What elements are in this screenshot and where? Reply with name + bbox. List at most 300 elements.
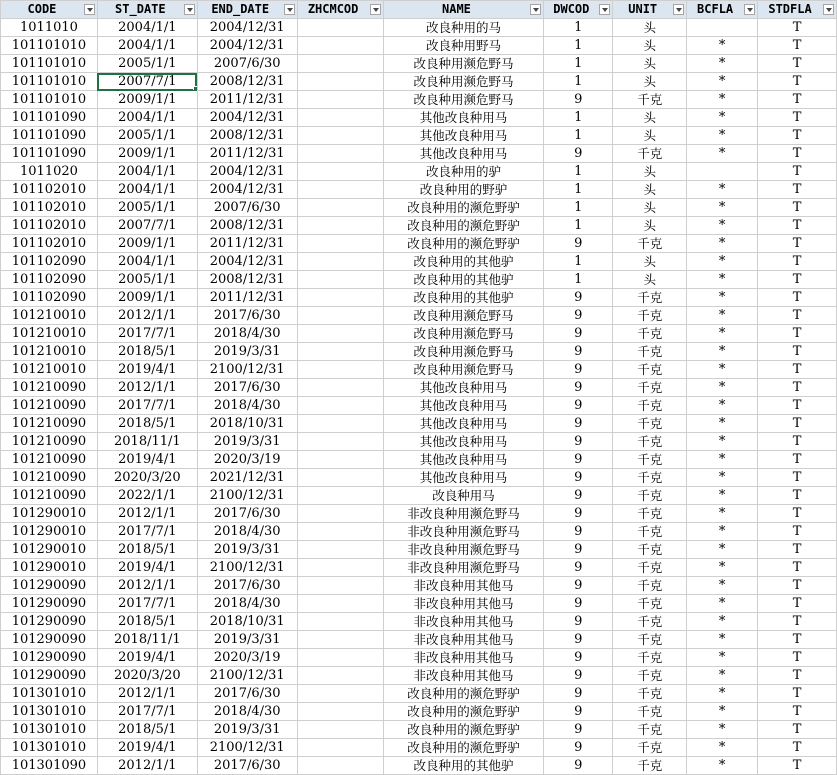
cell-end-date[interactable]: 2004/12/31 [197,37,297,55]
cell-bcfla[interactable]: * [687,541,758,559]
cell-zhcmcod[interactable] [297,469,383,487]
cell-st-date[interactable]: 2005/1/1 [97,127,197,145]
cell-dwcod[interactable]: 9 [544,541,613,559]
cell-code[interactable]: 101210010 [1,343,98,361]
cell-end-date[interactable]: 2007/6/30 [197,199,297,217]
cell-dwcod[interactable]: 1 [544,271,613,289]
cell-bcfla[interactable]: * [687,361,758,379]
cell-unit[interactable]: 千克 [613,415,687,433]
cell-st-date[interactable]: 2018/5/1 [97,721,197,739]
cell-zhcmcod[interactable] [297,451,383,469]
cell-code[interactable]: 101290010 [1,559,98,577]
cell-bcfla[interactable]: * [687,379,758,397]
cell-dwcod[interactable]: 9 [544,649,613,667]
cell-unit[interactable]: 千克 [613,451,687,469]
cell-bcfla[interactable]: * [687,307,758,325]
cell-name[interactable]: 其他改良种用马 [383,433,544,451]
cell-st-date[interactable]: 2019/4/1 [97,739,197,757]
cell-name[interactable]: 改良种用的驴 [383,163,544,181]
cell-name[interactable]: 改良种用濒危野马 [383,55,544,73]
cell-st-date[interactable]: 2018/5/1 [97,343,197,361]
cell-zhcmcod[interactable] [297,613,383,631]
cell-end-date[interactable]: 2018/4/30 [197,325,297,343]
cell-stdfla[interactable]: T [758,55,837,73]
cell-code[interactable]: 101210010 [1,325,98,343]
cell-name[interactable]: 非改良种用其他马 [383,613,544,631]
cell-dwcod[interactable]: 1 [544,37,613,55]
cell-code[interactable]: 101210010 [1,361,98,379]
cell-code[interactable]: 1011020 [1,163,98,181]
filter-dropdown-icon[interactable] [284,4,295,15]
cell-stdfla[interactable]: T [758,253,837,271]
cell-code[interactable]: 101210090 [1,469,98,487]
cell-code[interactable]: 101101010 [1,37,98,55]
cell-unit[interactable]: 千克 [613,649,687,667]
cell-dwcod[interactable]: 9 [544,145,613,163]
cell-code[interactable]: 101290090 [1,595,98,613]
cell-bcfla[interactable]: * [687,145,758,163]
cell-bcfla[interactable]: * [687,253,758,271]
cell-unit[interactable]: 头 [613,217,687,235]
cell-zhcmcod[interactable] [297,181,383,199]
cell-name[interactable]: 改良种用的濒危野驴 [383,685,544,703]
cell-dwcod[interactable]: 9 [544,397,613,415]
cell-unit[interactable]: 千克 [613,721,687,739]
cell-stdfla[interactable]: T [758,739,837,757]
cell-unit[interactable]: 千克 [613,703,687,721]
cell-unit[interactable]: 千克 [613,595,687,613]
cell-bcfla[interactable]: * [687,757,758,775]
cell-zhcmcod[interactable] [297,289,383,307]
cell-name[interactable]: 改良种用濒危野马 [383,307,544,325]
cell-st-date[interactable]: 2017/7/1 [97,523,197,541]
cell-st-date[interactable]: 2012/1/1 [97,577,197,595]
cell-st-date[interactable]: 2018/11/1 [97,631,197,649]
cell-name[interactable]: 改良种用的濒危野驴 [383,199,544,217]
cell-dwcod[interactable]: 9 [544,469,613,487]
cell-zhcmcod[interactable] [297,415,383,433]
cell-zhcmcod[interactable] [297,739,383,757]
cell-dwcod[interactable]: 9 [544,325,613,343]
cell-name[interactable]: 非改良种用其他马 [383,649,544,667]
cell-zhcmcod[interactable] [297,523,383,541]
cell-zhcmcod[interactable] [297,559,383,577]
cell-stdfla[interactable]: T [758,595,837,613]
cell-st-date[interactable]: 2022/1/1 [97,487,197,505]
cell-dwcod[interactable]: 1 [544,19,613,37]
filter-dropdown-icon[interactable] [599,4,610,15]
cell-unit[interactable]: 千克 [613,145,687,163]
cell-name[interactable]: 其他改良种用马 [383,469,544,487]
cell-stdfla[interactable]: T [758,451,837,469]
selected-cell[interactable]: 2007/7/1 [97,73,197,91]
cell-zhcmcod[interactable] [297,703,383,721]
cell-code[interactable]: 101210090 [1,451,98,469]
filter-dropdown-icon[interactable] [823,4,834,15]
cell-st-date[interactable]: 2012/1/1 [97,757,197,775]
cell-unit[interactable]: 头 [613,73,687,91]
cell-stdfla[interactable]: T [758,631,837,649]
cell-zhcmcod[interactable] [297,37,383,55]
cell-st-date[interactable]: 2004/1/1 [97,109,197,127]
cell-end-date[interactable]: 2020/3/19 [197,649,297,667]
cell-end-date[interactable]: 2020/3/19 [197,451,297,469]
cell-code[interactable]: 101101090 [1,145,98,163]
cell-stdfla[interactable]: T [758,361,837,379]
column-header-st-date[interactable]: ST_DATE [97,1,197,19]
cell-dwcod[interactable]: 9 [544,667,613,685]
cell-end-date[interactable]: 2004/12/31 [197,253,297,271]
cell-bcfla[interactable]: * [687,631,758,649]
cell-name[interactable]: 改良种用的其他驴 [383,757,544,775]
cell-dwcod[interactable]: 1 [544,217,613,235]
cell-zhcmcod[interactable] [297,19,383,37]
cell-end-date[interactable]: 2018/4/30 [197,523,297,541]
cell-st-date[interactable]: 2017/7/1 [97,595,197,613]
cell-dwcod[interactable]: 9 [544,685,613,703]
cell-dwcod[interactable]: 9 [544,343,613,361]
cell-end-date[interactable]: 2019/3/31 [197,343,297,361]
cell-bcfla[interactable]: * [687,109,758,127]
cell-st-date[interactable]: 2005/1/1 [97,199,197,217]
filter-dropdown-icon[interactable] [530,4,541,15]
cell-dwcod[interactable]: 9 [544,361,613,379]
cell-unit[interactable]: 千克 [613,541,687,559]
cell-end-date[interactable]: 2018/4/30 [197,397,297,415]
cell-code[interactable]: 101101010 [1,55,98,73]
cell-st-date[interactable]: 2019/4/1 [97,649,197,667]
cell-stdfla[interactable]: T [758,163,837,181]
cell-code[interactable]: 101301090 [1,757,98,775]
cell-dwcod[interactable]: 9 [544,613,613,631]
cell-bcfla[interactable]: * [687,325,758,343]
cell-bcfla[interactable]: * [687,127,758,145]
column-header-zhcmcod[interactable]: ZHCMCOD [297,1,383,19]
cell-dwcod[interactable]: 9 [544,505,613,523]
cell-unit[interactable]: 头 [613,19,687,37]
cell-stdfla[interactable]: T [758,199,837,217]
cell-name[interactable]: 改良种用濒危野马 [383,91,544,109]
cell-end-date[interactable]: 2019/3/31 [197,541,297,559]
cell-stdfla[interactable]: T [758,289,837,307]
cell-zhcmcod[interactable] [297,685,383,703]
cell-zhcmcod[interactable] [297,325,383,343]
cell-name[interactable]: 改良种用的濒危野驴 [383,235,544,253]
cell-code[interactable]: 101301010 [1,703,98,721]
cell-bcfla[interactable]: * [687,343,758,361]
cell-dwcod[interactable]: 1 [544,199,613,217]
cell-name[interactable]: 改良种用野马 [383,37,544,55]
cell-bcfla[interactable]: * [687,739,758,757]
cell-unit[interactable]: 头 [613,253,687,271]
cell-end-date[interactable]: 2017/6/30 [197,757,297,775]
column-header-name[interactable]: NAME [383,1,544,19]
cell-dwcod[interactable]: 9 [544,379,613,397]
cell-stdfla[interactable]: T [758,649,837,667]
cell-end-date[interactable]: 2008/12/31 [197,127,297,145]
cell-unit[interactable]: 千克 [613,379,687,397]
cell-end-date[interactable]: 2004/12/31 [197,181,297,199]
cell-st-date[interactable]: 2012/1/1 [97,379,197,397]
cell-stdfla[interactable]: T [758,325,837,343]
cell-st-date[interactable]: 2017/7/1 [97,703,197,721]
cell-stdfla[interactable]: T [758,343,837,361]
cell-end-date[interactable]: 2004/12/31 [197,163,297,181]
cell-zhcmcod[interactable] [297,163,383,181]
cell-bcfla[interactable]: * [687,523,758,541]
cell-code[interactable]: 101290010 [1,505,98,523]
cell-dwcod[interactable]: 9 [544,757,613,775]
cell-zhcmcod[interactable] [297,91,383,109]
cell-name[interactable]: 改良种用的马 [383,19,544,37]
cell-code[interactable]: 101290090 [1,667,98,685]
cell-code[interactable]: 101102010 [1,181,98,199]
cell-st-date[interactable]: 2019/4/1 [97,361,197,379]
cell-bcfla[interactable]: * [687,721,758,739]
filter-dropdown-icon[interactable] [370,4,381,15]
cell-st-date[interactable]: 2019/4/1 [97,559,197,577]
cell-unit[interactable]: 千克 [613,505,687,523]
cell-unit[interactable]: 千克 [613,325,687,343]
filter-dropdown-icon[interactable] [84,4,95,15]
cell-unit[interactable]: 千克 [613,667,687,685]
cell-zhcmcod[interactable] [297,595,383,613]
cell-zhcmcod[interactable] [297,73,383,91]
cell-name[interactable]: 其他改良种用马 [383,145,544,163]
cell-name[interactable]: 改良种用的其他驴 [383,289,544,307]
cell-zhcmcod[interactable] [297,577,383,595]
cell-st-date[interactable]: 2018/5/1 [97,613,197,631]
cell-dwcod[interactable]: 9 [544,559,613,577]
cell-end-date[interactable]: 2100/12/31 [197,487,297,505]
cell-stdfla[interactable]: T [758,667,837,685]
cell-dwcod[interactable]: 9 [544,739,613,757]
cell-code[interactable]: 101290090 [1,631,98,649]
cell-name[interactable]: 非改良种用其他马 [383,595,544,613]
cell-name[interactable]: 非改良种用其他马 [383,577,544,595]
cell-code[interactable]: 101102010 [1,199,98,217]
cell-code[interactable]: 101101010 [1,91,98,109]
cell-st-date[interactable]: 2012/1/1 [97,685,197,703]
cell-zhcmcod[interactable] [297,397,383,415]
cell-zhcmcod[interactable] [297,235,383,253]
cell-unit[interactable]: 千克 [613,235,687,253]
cell-end-date[interactable]: 2011/12/31 [197,235,297,253]
cell-dwcod[interactable]: 9 [544,577,613,595]
cell-name[interactable]: 其他改良种用马 [383,109,544,127]
cell-zhcmcod[interactable] [297,361,383,379]
cell-stdfla[interactable]: T [758,307,837,325]
cell-unit[interactable]: 头 [613,181,687,199]
cell-stdfla[interactable]: T [758,721,837,739]
cell-name[interactable]: 其他改良种用马 [383,415,544,433]
cell-stdfla[interactable]: T [758,577,837,595]
cell-zhcmcod[interactable] [297,667,383,685]
cell-dwcod[interactable]: 9 [544,721,613,739]
cell-unit[interactable]: 千克 [613,685,687,703]
cell-end-date[interactable]: 2008/12/31 [197,271,297,289]
cell-zhcmcod[interactable] [297,109,383,127]
cell-bcfla[interactable]: * [687,433,758,451]
cell-end-date[interactable]: 2008/12/31 [197,73,297,91]
cell-end-date[interactable]: 2011/12/31 [197,91,297,109]
column-header-unit[interactable]: UNIT [613,1,687,19]
cell-st-date[interactable]: 2005/1/1 [97,271,197,289]
cell-dwcod[interactable]: 9 [544,703,613,721]
cell-name[interactable]: 改良种用的野驴 [383,181,544,199]
cell-code[interactable]: 101101090 [1,109,98,127]
cell-zhcmcod[interactable] [297,253,383,271]
cell-stdfla[interactable]: T [758,397,837,415]
cell-stdfla[interactable]: T [758,271,837,289]
cell-dwcod[interactable]: 9 [544,595,613,613]
cell-code[interactable]: 101101090 [1,127,98,145]
cell-zhcmcod[interactable] [297,433,383,451]
cell-st-date[interactable]: 2009/1/1 [97,91,197,109]
cell-code[interactable]: 101210090 [1,379,98,397]
cell-unit[interactable]: 千克 [613,523,687,541]
cell-end-date[interactable]: 2017/6/30 [197,577,297,595]
cell-bcfla[interactable]: * [687,289,758,307]
filter-dropdown-icon[interactable] [184,4,195,15]
cell-name[interactable]: 非改良种用其他马 [383,631,544,649]
cell-end-date[interactable]: 2019/3/31 [197,631,297,649]
cell-code[interactable]: 101290090 [1,649,98,667]
cell-st-date[interactable]: 2017/7/1 [97,397,197,415]
cell-end-date[interactable]: 2100/12/31 [197,361,297,379]
cell-code[interactable]: 1011010 [1,19,98,37]
cell-end-date[interactable]: 2017/6/30 [197,685,297,703]
cell-name[interactable]: 改良种用的其他驴 [383,253,544,271]
cell-stdfla[interactable]: T [758,505,837,523]
cell-st-date[interactable]: 2012/1/1 [97,505,197,523]
cell-code[interactable]: 101301010 [1,739,98,757]
cell-bcfla[interactable]: * [687,235,758,253]
cell-dwcod[interactable]: 9 [544,631,613,649]
cell-st-date[interactable]: 2018/5/1 [97,415,197,433]
cell-end-date[interactable]: 2011/12/31 [197,289,297,307]
cell-end-date[interactable]: 2018/4/30 [197,703,297,721]
cell-zhcmcod[interactable] [297,145,383,163]
cell-code[interactable]: 101290090 [1,613,98,631]
cell-code[interactable]: 101290010 [1,523,98,541]
cell-name[interactable]: 非改良种用其他马 [383,667,544,685]
cell-bcfla[interactable]: * [687,451,758,469]
cell-stdfla[interactable]: T [758,487,837,505]
cell-code[interactable]: 101210090 [1,415,98,433]
cell-stdfla[interactable]: T [758,19,837,37]
cell-name[interactable]: 改良种用濒危野马 [383,325,544,343]
cell-name[interactable]: 改良种用濒危野马 [383,361,544,379]
cell-st-date[interactable]: 2018/5/1 [97,541,197,559]
cell-bcfla[interactable]: * [687,181,758,199]
cell-dwcod[interactable]: 9 [544,433,613,451]
cell-bcfla[interactable]: * [687,703,758,721]
cell-zhcmcod[interactable] [297,127,383,145]
cell-st-date[interactable]: 2004/1/1 [97,19,197,37]
cell-stdfla[interactable]: T [758,433,837,451]
cell-bcfla[interactable]: * [687,217,758,235]
cell-unit[interactable]: 头 [613,199,687,217]
cell-code[interactable]: 101210090 [1,487,98,505]
cell-code[interactable]: 101102090 [1,271,98,289]
column-header-bcfla[interactable]: BCFLA [687,1,758,19]
cell-stdfla[interactable]: T [758,541,837,559]
cell-end-date[interactable]: 2004/12/31 [197,19,297,37]
cell-code[interactable]: 101290090 [1,577,98,595]
cell-name[interactable]: 改良种用的其他驴 [383,271,544,289]
cell-stdfla[interactable]: T [758,91,837,109]
cell-name[interactable]: 非改良种用濒危野马 [383,523,544,541]
cell-bcfla[interactable]: * [687,397,758,415]
cell-name[interactable]: 非改良种用濒危野马 [383,541,544,559]
cell-unit[interactable]: 头 [613,271,687,289]
cell-end-date[interactable]: 2007/6/30 [197,55,297,73]
cell-name[interactable]: 改良种用濒危野马 [383,73,544,91]
cell-unit[interactable]: 千克 [613,433,687,451]
cell-bcfla[interactable]: * [687,73,758,91]
cell-dwcod[interactable]: 1 [544,181,613,199]
cell-bcfla[interactable]: * [687,649,758,667]
cell-dwcod[interactable]: 9 [544,451,613,469]
cell-bcfla[interactable]: * [687,37,758,55]
cell-name[interactable]: 其他改良种用马 [383,451,544,469]
cell-zhcmcod[interactable] [297,649,383,667]
cell-end-date[interactable]: 2017/6/30 [197,307,297,325]
cell-name[interactable]: 非改良种用濒危野马 [383,559,544,577]
cell-bcfla[interactable]: * [687,469,758,487]
cell-bcfla[interactable]: * [687,505,758,523]
cell-unit[interactable]: 千克 [613,469,687,487]
cell-zhcmcod[interactable] [297,217,383,235]
cell-bcfla[interactable]: * [687,595,758,613]
cell-stdfla[interactable]: T [758,109,837,127]
cell-stdfla[interactable]: T [758,145,837,163]
cell-unit[interactable]: 千克 [613,757,687,775]
cell-stdfla[interactable]: T [758,523,837,541]
cell-zhcmcod[interactable] [297,307,383,325]
cell-code[interactable]: 101290010 [1,541,98,559]
cell-end-date[interactable]: 2011/12/31 [197,145,297,163]
cell-bcfla[interactable]: * [687,667,758,685]
cell-stdfla[interactable]: T [758,73,837,91]
cell-dwcod[interactable]: 1 [544,127,613,145]
cell-name[interactable]: 改良种用的濒危野驴 [383,217,544,235]
cell-zhcmcod[interactable] [297,199,383,217]
cell-st-date[interactable]: 2012/1/1 [97,307,197,325]
cell-code[interactable]: 101101010 [1,73,98,91]
cell-stdfla[interactable]: T [758,559,837,577]
cell-code[interactable]: 101301010 [1,685,98,703]
cell-stdfla[interactable]: T [758,235,837,253]
cell-dwcod[interactable]: 1 [544,253,613,271]
cell-bcfla[interactable]: * [687,271,758,289]
cell-st-date[interactable]: 2017/7/1 [97,325,197,343]
cell-end-date[interactable]: 2017/6/30 [197,379,297,397]
cell-dwcod[interactable]: 9 [544,307,613,325]
cell-unit[interactable]: 千克 [613,289,687,307]
cell-stdfla[interactable]: T [758,217,837,235]
cell-stdfla[interactable]: T [758,415,837,433]
cell-bcfla[interactable]: * [687,559,758,577]
cell-st-date[interactable]: 2009/1/1 [97,289,197,307]
cell-dwcod[interactable]: 1 [544,163,613,181]
cell-unit[interactable]: 头 [613,127,687,145]
cell-end-date[interactable]: 2100/12/31 [197,739,297,757]
cell-bcfla[interactable] [687,19,758,37]
cell-dwcod[interactable]: 1 [544,73,613,91]
cell-dwcod[interactable]: 1 [544,109,613,127]
